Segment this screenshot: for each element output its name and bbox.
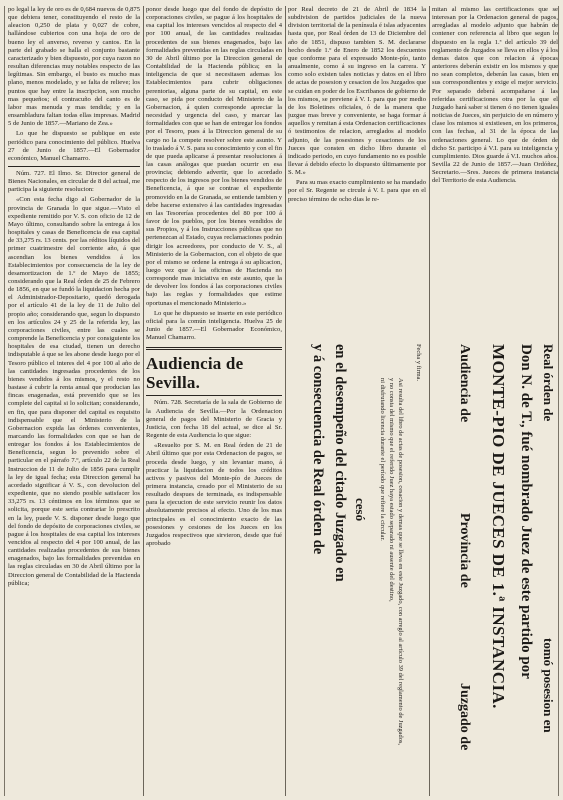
- form-fecha: Fecha y firma.: [415, 344, 422, 382]
- form-provincia: Provincia de: [457, 513, 472, 588]
- page-border-left: [4, 6, 5, 796]
- divider: [146, 395, 282, 396]
- form-audiencia: Audiencia de: [457, 344, 472, 423]
- paragraph: Núm. 728. Secretaría de la sala de Gobierno de la Audiencia de Sevilla.—Por la Ordenacion general de pagos del Ministerio de Gracia y Justicia, con fecha 18 del actual, se dice al Sr. Regente de esta Audiencia lo que sigue:: [146, 399, 282, 440]
- form-note: y no consta del mismo que el referido Juez haya estado separado ni ausente del destino,: [388, 378, 395, 602]
- form-juzgado: Juzgado de: [457, 683, 472, 751]
- section-title: Audiencia de Sevilla.: [146, 354, 244, 393]
- column-rule: [429, 6, 430, 796]
- column-2: [146, 6, 282, 796]
- paragraph: po legal la ley de oro es de 0,684 nuevos de 0,875 que debiera tener, constituyendo el resto de la aleacion 0,250 de plata y 0,027 de cobre, hallándose cubiertos con una hoja de oro de bueno ley el anverso, reverso y cantos. En la parte del grabado se halla el conjunto bastante caracterizado y bien dispuesto, por cuya razon no resultan diferencias muy notables respecto de las legítimas. Sin embargo, el busto es mucho mas plano, menos modelado, y se falta de relieve; los puntos que hay entre la inscripcion, son mucho mas pequeños; el contracuño del canto es de labor mas menuda y mas tendida; y en la ensambladura faltan todas ellas impresas. Madrid 5 de Junio de 1857.—Mariano de Zea.»: [8, 6, 140, 128]
- form-line: en el desempeño del citado Juzgado en: [332, 344, 348, 582]
- rotated-form-left: [288, 338, 426, 796]
- column-rule: [285, 6, 286, 796]
- paragraph: mitan al mismo las certificaciones que se interesan por la Ordenacion general de pagos, arregladas al modelo adjunto que habrán de contener con referencia al libro que segun lo dispuesto en la regla 1.ª del artículo 39 del reglamento de Juzgados se lleva en ellos y á los demas datos que con relacion á épocas anteriores deberán existir en los mismos y que no sean completos, deberán las casas, bien en sus correspondientes y exige el mejor servicio. Por separado deberá acompañarse á las referidas certificaciones otra por la que el Juzgado hará saber si tienen ó no tienen iguales noticias de Jueces, sin perjuicio de en número y clase los mismos si existiesen, en los primeros, con las fechas, al 31 de la época de las ordenaciones general. Lo que de órden de dicho Sr. participo á V.I. para su inteligencia y cumplimiento. Dios guarde á V.I. muchos años. Sevilla 22 de Junio de 1857.—Juan Ordóñez, Secretario.—Sres. Jueces de primera instancia del Territorio de esta Audiencia.: [432, 6, 558, 185]
- form-line: Real órden de: [541, 344, 556, 422]
- paragraph: Lo que he dispuesto se publique en este periódico para conocimiento del público. Huelva 27 de Junio de 1857.—El Gobernador económico, Manuel Chamarro.: [8, 130, 140, 162]
- paragraph: Lo que he dispuesto se inserte en este periódico oficial para la común inteligencia. Huelva 25 de Junio de 1857.—El Gobernador Económico, Manuel Chamarro.: [146, 309, 282, 342]
- paragraph: «Resuelto por S. M. en Real órden de 21 de Abril último que por esta Ordenacion de pagos, se proceda desde luego, y sin levantar mano, á practicar la liquidacion de todos los créditos activos y pasivos del Monte-pío de Jueces de primera instancia, creado por el Ministerio de su resultado despues de terminada, es indispensable para la ejecucion de este servicio reunir los datos absolutamente precisos al efecto. Uno de los mas principales es el conocimiento exacto de las posesiones y cesiones de los Jueces en los Juzgados respectivos que sirvieron, desde que fué aprobado: [146, 442, 282, 548]
- page-border-right: [558, 6, 559, 796]
- paragraph: «Con esta fecha digo al Gobernador de la provincia de Granada lo que sigue.—Visto el expediente remitido por V. S. con oficio de 12 de Mayo último, consultando sobre la entrega á los hospitales y casas de Beneficencia de esa capital de 33,275 rs. 13 cents. por las réditos líquidos del primer cuatrimestre del corriente año, á que ascendian los bienes vendidos á los Establecimientos por consecuencia de la ley de desamortizacion de 1.º de Mayo de 1855; considerando que la Real órden de 25 de Febrero de 1856, en que se fundó la liquidacion hecha por el Administrador-Depositario, quedó derogada por el artículo 41 de la ley de 11 de Julio del propio año; considerando que, segun lo dispuesto en los artículos 24 y 25 de la referida ley, las corporaciones civiles, entre las cuales se comprende la Beneficencia y por consiguiente los hospitales de esa ciudad, tienen un derecho indisputable á que se les abone desde luego por el Tesoro público el interes del 4 por 100 al año de las cantidades ingresadas procedentes de los bienes vendidos á los mismos, y el resto no bastase á cubrir la renta anual que producian las fincas enagenadas, está prevenido que se les complete del capital si lo solicitan; considerando, en fin, que para disponer del capital es requisito indispensable que el Ministerio de la Gobernacion expida las órdenes convenientes, marcando las formalidades con que se han de entregar los fondos á los Establecimientos de Beneficencia, segun lo prevenido sobre el particular en el párrafo 7.º, artículo 22 de la Real Instruccion de 11 de Julio de 1856 para cumplir la ley de igual fecha; esta Direccion general ha acordado significar á V. S., con devolucion del expediente, que no siendo posible satisfacer los 33,275 rs. 13 céntimos en los términos que se solicita, porque este seria contrariar lo prescrito en la ley, puede V. S. disponer desde luego que del fondo de depósito de corporaciones civiles, se pague á los hospitales de esa capital los intereses vencidos al respecto del 4 por 100 anual, de las cantidades realizadas procedentes de sus bienes enagenados, bajo las formalidades prevenidas en las reglas circuladas en 30 de Abril último por la Direccion general de Contabilidad de la Hacienda pública;: [8, 196, 140, 587]
- paragraph: Para su mas exacto cumplimiento se ha mandado por el Sr. Regente se circule á V. I. para que en el preciso término de ocho dias le re-: [288, 179, 426, 203]
- form-line: y á consecuencia de Real órden de: [310, 344, 326, 555]
- form-note: Asi resulta del libro de actas de posesion, cesacion y demas que se lleva en este Juzgado, con arreglo al artículo 39 del reglamento de Juzgados,: [397, 378, 404, 745]
- rotated-form-right: [432, 338, 558, 796]
- divider: [8, 166, 140, 167]
- divider: [146, 347, 282, 350]
- paragraph: Núm. 727. El Ilmo. Sr. Director general de Bienes Nacionales, en circular de 8 del actual, me participa la siguiente resolucion:: [8, 169, 140, 194]
- form-line: Don N. de T., fué nombrado Juez de este partido por: [518, 344, 534, 679]
- column-1: [8, 6, 140, 796]
- form-note: ni disfrutando licencia durante el período que refiere la circular.: [379, 378, 386, 541]
- form-line: tomó posesion en: [541, 638, 556, 733]
- paragraph: por Real decreto de 21 de Abril de 1834 la subdivision de partidos judiciales de la nueva division territorial de la península é islas adyacentes hasta que, por Real órden de 13 de Diciembre del año de 1851, dispuso tambien S. M. declararse hecho desde 1.º de Enero de 1852 los descuentos que conforme para el expresado Monte-pío, tanto anualmente, como á su ingreso en la carrera. Y como solo existen tales noticias y datos en el libro de actas de posesion y cesacion de los Juzgados que se cuidan en poder de los Escribanos de gobierno de los mismos, se previene á V. I. para que por medio de los Boletines oficiales, ó de la manera que juzgue mas breve y conveniente, se haga formar á aquellos y remitan á esta Ordenacion certificaciones ó testimonios de relacion, arreglados al modelo adjunto, de las posesiones y cesaciones de los Jueces que consten en dicho libro durante el indicado periodo, en cuyo fundamento no es posible llevar á debido efecto lo dispuesto últimamente por S. M.»: [288, 6, 426, 177]
- form-heading: MONTE-PIO DE JUECES DE 1.ª INSTANCIA.: [489, 344, 508, 709]
- form-line: cesó: [353, 498, 368, 522]
- paragraph: ponor desde luego que del fondo de depósito de corporaciones civiles, se pague á los hospitales de esa capital los intereses vencidos al respecto del 4 por 100 anual, de las cantidades realizadas procedentes de sus bienes enagenados, bajo las formalidades prevenidas en las reglas circuladas en 30 de Abril último por la Direccion general de Contabilidad de la Hacienda pública; en la inteligencia de que si necesitasen ademas los Establecimientos para cubrir obligaciones perentorias, alguna parte de su capital, en este caso, se pida por conducto del Ministerio de la Gobernacion, á quien corresponde apreciar la necesidad y urgencia del caso, y marcar las formalidades con que se han de entregar los fondos por el Tesoro, pues á la Direccion general de su cargo no la compete resolver sobre este asunto. Y lo traslado á V. S. para su conocimiento y con el fin de que pueda aplicarse á presentar resoluciones á las casas análogas que puedan ocurrir en esa provincia; debiendo advertir, que lo acordado respecto de los ingresos por los bienes vendidos de Beneficencia, á que se contrae el expediente promovido en la de Granada, se entiende tambien y debe hacerse extensivo á las cantidades ingresadas en las Tesorerías procedentes del 80 por 100 á favor de los pueblos, por los bienes vendidos de sus Propios, y á los Instrucciones públicas que no pertenezcan al Estado, cuyas reclamaciones podrán dirigir los acreedores, por conducto de V. S., al Ministerio de la Gobernacion, con el objeto de que por el mismo se ordene la entrega á su aplicacion, luego vez que á las oficinas de Hacienda no corresponde mas iniciativa en este asunto, que la de devolver los fondos á las corporaciones civiles bajo las reglas y formalidades que estime oportunas el mencionado Ministerio.»: [146, 6, 282, 307]
- column-rule: [143, 6, 144, 796]
